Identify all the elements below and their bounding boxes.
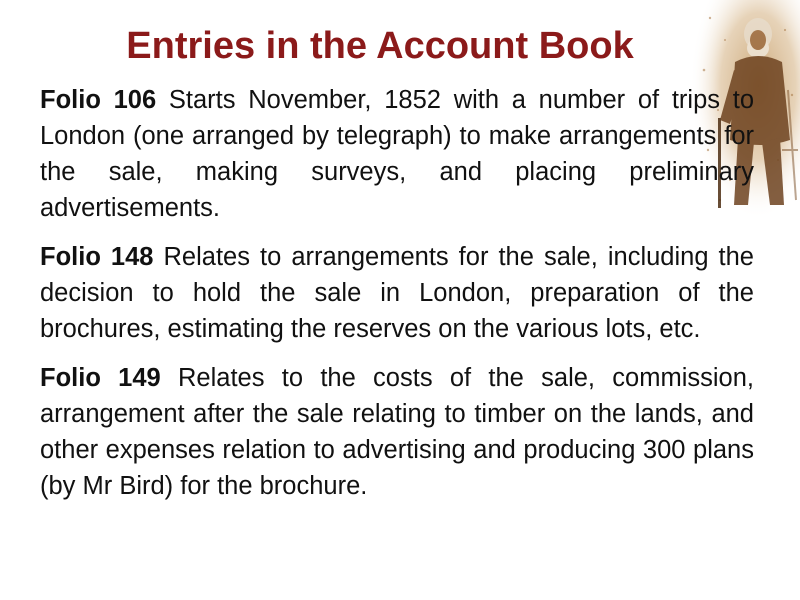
folio-label: Folio 148 [40, 243, 154, 271]
entry-description: Relates to arrangements for the sale, including the decision to hold the sale in London, preparation of the brochures, estimating the reserves on the various lots, etc. [40, 243, 754, 343]
folio-label: Folio 106 [40, 86, 157, 114]
entry-description: Relates to the costs of the sale, commission, arrangement after the sale relating to timber on the lands, and other expenses relation to advertising and producing 300 plans (by Mr Bird) for the brochure. [40, 364, 754, 500]
folio-label: Folio 149 [40, 364, 161, 392]
entry-folio-148 [40, 239, 754, 347]
entry-folio-149 [40, 360, 754, 504]
entries-list [40, 82, 754, 517]
entry-folio-106 [40, 82, 754, 226]
slide-title: Entries in the Account Book [126, 25, 634, 67]
entry-description: Starts November, 1852 with a number of trips to London (one arranged by telegraph) to make arrangements for the sale, making surveys, and placing preliminary advertisements. [40, 86, 755, 222]
